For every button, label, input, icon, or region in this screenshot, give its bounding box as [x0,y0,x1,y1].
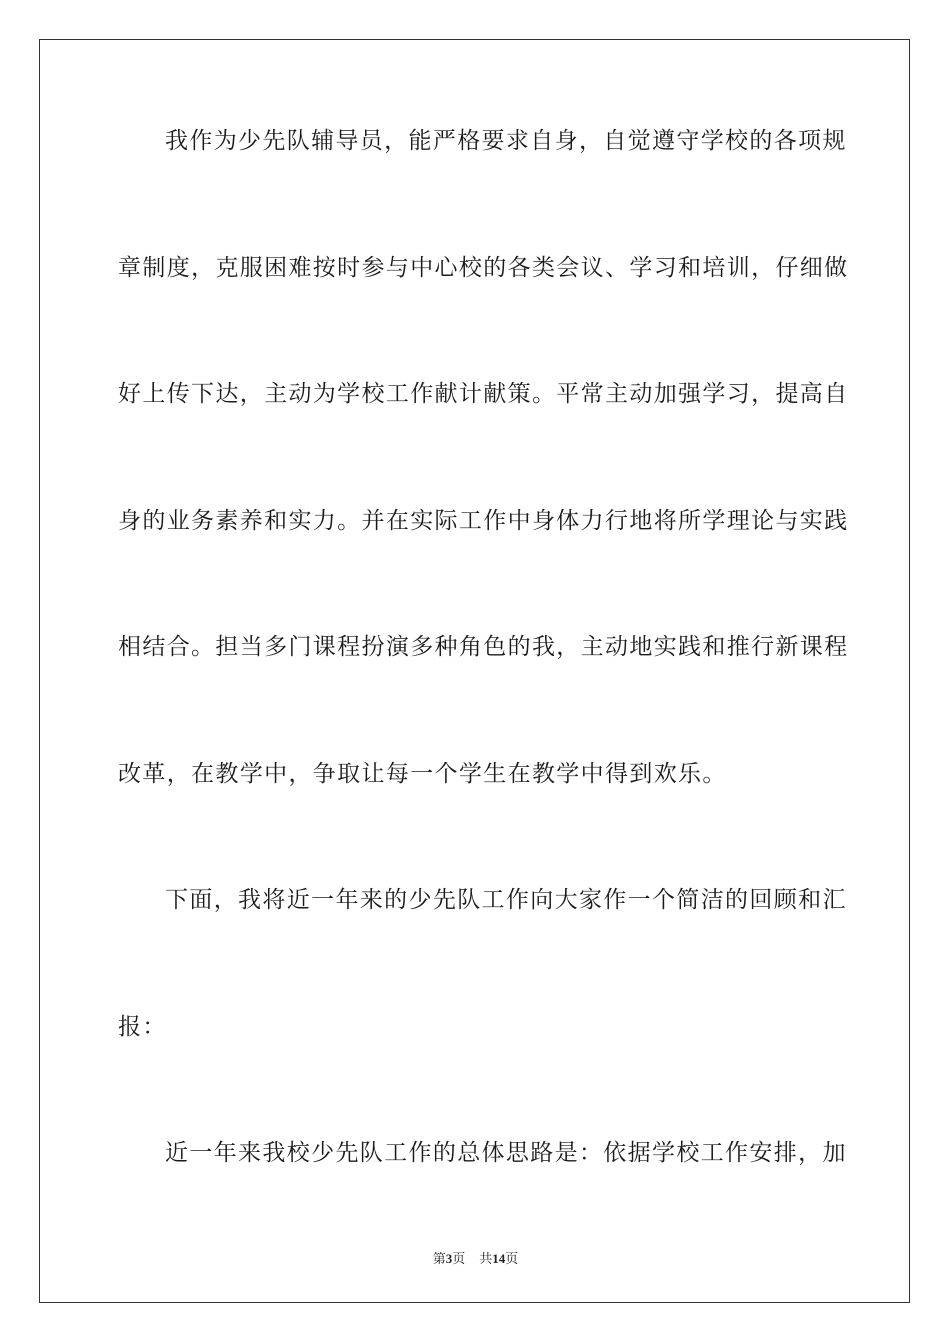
page-suffix: 页 [452,1251,466,1266]
text-line-7: 下面，我将近一年来的少先队工作向大家作一个简洁的回顾和汇 [165,887,847,913]
page-frame [39,39,910,1303]
text-line-1: 我作为少先队辅导员，能严格要求自身，自觉遵守学校的各项规 [165,128,847,154]
text-line-5: 相结合。担当多门课程扮演多种角色的我，主动地实践和推行新课程 [118,634,849,660]
page-prefix: 第 [432,1251,446,1266]
text-line-8: 报： [118,1013,167,1040]
body-text [118,126,849,1265]
text-line-2: 章制度，克服困难按时参与中心校的各类会议、学习和培训，仔细做 [118,254,849,281]
text-line-4: 身的业务素养和实力。并在实际工作中身体力行地将所学理论与实践 [118,507,849,534]
page-number: 3 [445,1251,453,1266]
total-suffix: 页 [505,1251,519,1266]
page-footer [40,1248,911,1267]
text-line-9: 近一年来我校少先队工作的总体思路是：依据学校工作安排，加 [165,1140,847,1166]
total-pages: 14 [492,1251,506,1266]
text-line-3: 好上传下达，主动为学校工作献计献策。平常主动加强学习，提高自 [118,381,849,407]
total-prefix: 共 [479,1251,493,1266]
text-line-6: 改革，在教学中，争取让每一个学生在教学中得到欢乐。 [118,760,727,787]
